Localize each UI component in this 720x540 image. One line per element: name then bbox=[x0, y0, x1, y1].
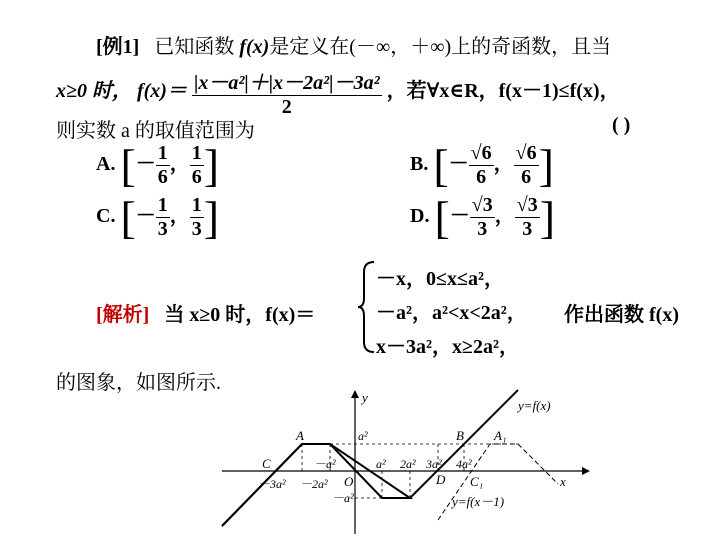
solution-tail: 作出函数 f(x) bbox=[564, 304, 679, 326]
fraction-numerator: |x－a²|＋|x－2a²|－3a² bbox=[192, 66, 382, 96]
case-2: －a²，a²<x<2a²， bbox=[376, 302, 527, 324]
point-a-label: A bbox=[296, 428, 304, 443]
origin-label: O bbox=[344, 474, 354, 489]
option-a-lower: $\frac{1}{6}$ bbox=[157, 142, 168, 188]
point-c1-label: C₁ bbox=[470, 474, 484, 489]
solution-intro bbox=[96, 298, 315, 327]
option-c-label: C. bbox=[96, 205, 116, 228]
y-axis-label: y bbox=[362, 390, 368, 405]
option-c-lower: $\frac{1}{3}$ bbox=[157, 194, 168, 240]
option-b-label: B. bbox=[410, 153, 429, 176]
left-bracket-icon: [ bbox=[434, 191, 450, 243]
curve-f-label: y=f(x) bbox=[518, 398, 551, 413]
option-b[interactable]: B. [－ $\frac{√6}{6}$ ， $\frac{√6}{6}$ ] bbox=[410, 139, 554, 191]
solution-condition: 当 x≥0 时，f(x)＝ bbox=[164, 304, 316, 326]
option-a[interactable]: A. [－ $\frac{1}{6}$ ， $\frac{1}{6}$ ] bbox=[96, 139, 220, 191]
right-bracket-icon: ] bbox=[538, 139, 554, 191]
option-d-lower: $\frac{√3}{3}$ bbox=[471, 194, 493, 240]
right-bracket-icon: ] bbox=[203, 139, 220, 191]
answer-paren: ( ) bbox=[612, 114, 631, 136]
x-axis-label: x bbox=[560, 474, 566, 489]
tick-neg-3a2: －3a² bbox=[258, 477, 286, 491]
case-3: x－3a²，x≥2a²， bbox=[376, 336, 519, 358]
fraction-denominator: 2 bbox=[281, 96, 292, 118]
condition: x≥0 时， bbox=[56, 80, 132, 103]
y-arrow-icon bbox=[351, 390, 359, 398]
problem-line-2 bbox=[56, 66, 620, 119]
tick-2a2: 2a² bbox=[400, 457, 416, 471]
case-1: －x，0≤x≤a²， bbox=[376, 268, 504, 290]
option-c[interactable]: C. [－ $\frac{1}{3}$ ， $\frac{1}{3}$ ] bbox=[96, 191, 220, 243]
right-bracket-icon: ] bbox=[203, 191, 220, 243]
fx-label: f(x)＝ bbox=[136, 80, 187, 103]
tick-neg-a2-top: －a² bbox=[314, 457, 336, 471]
x-arrow-icon bbox=[582, 467, 590, 475]
question-text: 则实数 a 的取值范围为 bbox=[56, 120, 255, 142]
tick-a2-top: a² bbox=[358, 429, 368, 443]
option-a-upper: $\frac{1}{6}$ bbox=[191, 142, 202, 188]
intro-text: 已知函数 bbox=[154, 36, 235, 58]
option-a-label: A. bbox=[96, 153, 116, 176]
tick-neg-2a2: －2a² bbox=[300, 477, 328, 491]
function-graph bbox=[218, 388, 590, 536]
solution-tag: [解析] bbox=[96, 304, 150, 326]
left-bracket-icon: [ bbox=[433, 139, 449, 191]
tick-neg-a2-left: －a² bbox=[332, 491, 354, 505]
option-d-upper: $\frac{√3}{3}$ bbox=[516, 194, 538, 240]
problem-line-1 bbox=[96, 30, 611, 59]
definition-fraction bbox=[192, 66, 382, 119]
domain-text: 是定义在(－∞，＋∞)上的奇函数，且当 bbox=[269, 36, 612, 58]
inequality-text: ，若∀x∈R，f(x－1)≤f(x)， bbox=[386, 80, 620, 103]
option-c-upper: $\frac{1}{3}$ bbox=[191, 194, 202, 240]
point-b-label: B bbox=[456, 428, 464, 443]
solution-line-2: 的图象，如图所示. bbox=[56, 372, 221, 394]
right-bracket-icon: ] bbox=[539, 191, 556, 243]
point-d-label: D bbox=[436, 472, 446, 487]
point-c-label: C bbox=[262, 456, 271, 471]
function-name: f(x) bbox=[239, 36, 270, 58]
tick-4a2: 4a² bbox=[456, 457, 472, 471]
problem-line-3 bbox=[56, 114, 255, 143]
option-b-lower: $\frac{√6}{6}$ bbox=[470, 142, 492, 188]
point-a1-label: A₁ bbox=[494, 428, 507, 443]
piecewise-brace-icon bbox=[356, 258, 378, 356]
left-bracket-icon: [ bbox=[120, 191, 136, 243]
option-d-label: D. bbox=[410, 205, 430, 228]
curve-shifted-label: y=f(x－1) bbox=[452, 494, 505, 509]
left-bracket-icon: [ bbox=[120, 139, 136, 191]
tick-3a2: 3a² bbox=[426, 457, 442, 471]
example-tag: [例1] bbox=[96, 36, 140, 58]
option-d[interactable]: D. [－ $\frac{√3}{3}$ ， $\frac{√3}{3}$ ] bbox=[410, 191, 556, 243]
option-b-upper: $\frac{√6}{6}$ bbox=[515, 142, 537, 188]
tick-a2: a² bbox=[376, 457, 386, 471]
